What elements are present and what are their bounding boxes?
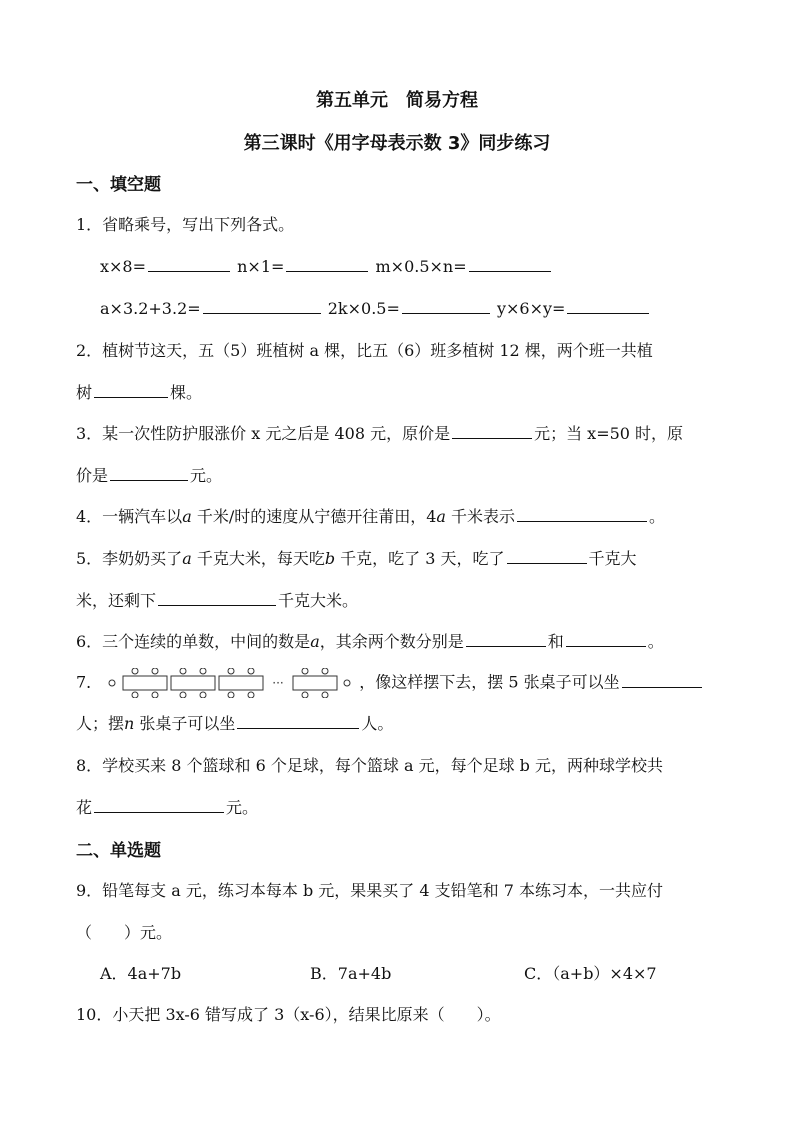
text: 3．某一次性防护服涨价 x 元之后是 408 元，原价是: [76, 424, 451, 443]
question-1-stem: 1．省略乘号，写出下列各式。: [76, 215, 295, 234]
answer-blank[interactable]: [567, 298, 649, 314]
question-6: [76, 629, 664, 652]
answer-blank[interactable]: [402, 298, 490, 314]
variable-a: a: [310, 632, 320, 651]
section-fill-blank: 一、填空题: [76, 175, 161, 195]
option-b[interactable]: B．7a+4b: [310, 964, 392, 983]
text: 7．: [76, 672, 103, 692]
answer-blank[interactable]: [469, 256, 551, 272]
text: 。: [649, 507, 666, 526]
answer-blank[interactable]: [94, 797, 224, 813]
answer-blank[interactable]: [517, 506, 647, 522]
expr-y6y: y×6×y=: [496, 299, 566, 318]
text: 千克，吃了 3 天，吃了: [335, 549, 505, 568]
text: 米，还剩下: [76, 591, 157, 610]
question-2-line-1: 2．植树节这天，五（5）班植树 a 棵，比五（6）班多植树 12 棵，两个班一共植: [76, 341, 653, 360]
answer-blank[interactable]: [286, 256, 368, 272]
text: 人。: [361, 714, 394, 733]
question-4: [76, 504, 665, 527]
answer-blank[interactable]: [148, 256, 230, 272]
expr-x8: x×8=: [100, 257, 147, 276]
answer-blank[interactable]: [566, 631, 646, 647]
question-9-line-2: （ ）元。: [76, 923, 173, 942]
text: 千米表示: [445, 507, 516, 526]
question-10: 10．小天把 3x-6 错写成了 3（x-6），结果比原来（ ）。: [76, 1005, 501, 1024]
text: 元。: [190, 466, 223, 485]
answer-blank[interactable]: [203, 298, 321, 314]
variable-a: a: [182, 549, 192, 568]
text: 千克大米。: [278, 591, 359, 610]
text: 张桌子可以坐: [134, 714, 236, 733]
question-8-line-2: [76, 795, 258, 818]
text: 元；当 x=50 时，原: [534, 424, 684, 443]
lesson-title: 第三课时《用字母表示数 3》同步练习: [243, 133, 551, 154]
text: 5．李奶奶买了: [76, 549, 183, 568]
text: 树: [76, 383, 93, 402]
text: ，像这样摆下去，摆 5 张桌子可以坐: [359, 672, 620, 692]
expr-a32: a×3.2+3.2=: [100, 299, 201, 318]
unit-title: 第五单元 简易方程: [316, 90, 478, 111]
text: 花: [76, 798, 93, 817]
expr-m05n: m×0.5×n=: [375, 257, 467, 276]
expr-2k05: 2k×0.5=: [327, 299, 400, 318]
text: 千克大米，每天吃: [191, 549, 325, 568]
answer-blank[interactable]: [452, 423, 532, 439]
answer-blank[interactable]: [237, 713, 359, 729]
question-7-line-1: [76, 668, 704, 698]
variable-a: a: [436, 507, 446, 526]
text: 元。: [226, 798, 259, 817]
answer-blank[interactable]: [110, 465, 188, 481]
variable-a: a: [182, 507, 192, 526]
text: 。: [647, 632, 664, 651]
question-3-line-1: [76, 421, 683, 444]
option-c[interactable]: C．（a+b）×4×7: [524, 964, 657, 983]
text: ，其余两个数分别是: [319, 632, 464, 651]
expr-n1: n×1=: [237, 257, 285, 276]
text: 千克大: [588, 549, 637, 568]
question-3-line-2: [76, 463, 222, 486]
text: 人；摆: [76, 714, 125, 733]
question-8-line-1: 8．学校买来 8 个篮球和 6 个足球，每个篮球 a 元，每个足球 b 元，两种球学校共: [76, 756, 664, 775]
text: 6．三个连续的单数，中间的数是: [76, 632, 311, 651]
option-a[interactable]: A．4a+7b: [100, 964, 182, 983]
question-1-row-1: [100, 256, 553, 276]
answer-blank[interactable]: [622, 672, 702, 688]
variable-n: n: [124, 714, 135, 733]
text: 价是: [76, 466, 109, 485]
variable-b: b: [324, 549, 336, 568]
question-1-row-2: [100, 298, 651, 318]
ellipsis: ···: [272, 676, 285, 690]
text: 4．一辆汽车以: [76, 507, 183, 526]
question-7-line-2: [76, 711, 393, 734]
answer-blank[interactable]: [507, 548, 587, 564]
answer-blank[interactable]: [94, 382, 168, 398]
question-5-line-1: [76, 546, 637, 569]
tables-and-chairs-diagram: [107, 668, 359, 698]
answer-blank[interactable]: [158, 590, 276, 606]
answer-blank[interactable]: [466, 631, 546, 647]
text: 千米/时的速度从宁德开往莆田，4: [191, 507, 437, 526]
question-2-line-2: [76, 380, 202, 403]
text: 棵。: [170, 383, 203, 402]
section-single-choice: 二、单选题: [76, 841, 161, 861]
text: 和: [547, 632, 564, 651]
question-5-line-2: [76, 588, 358, 611]
question-9-line-1: 9．铅笔每支 a 元，练习本每本 b 元，果果买了 4 支铅笔和 7 本练习本，一共应付: [76, 881, 664, 900]
